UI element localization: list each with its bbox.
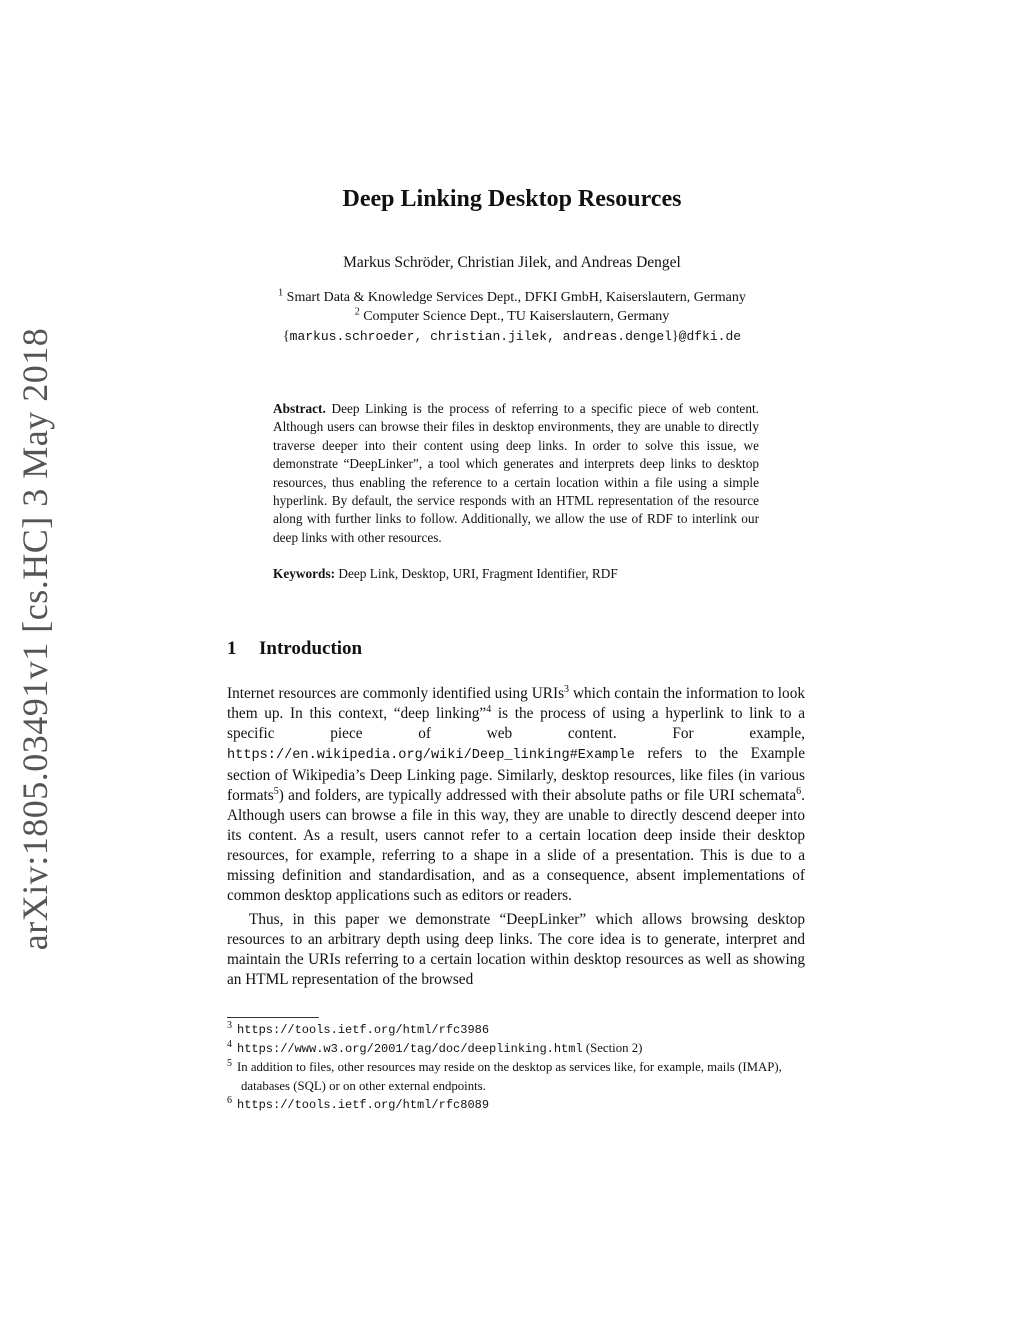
footnote: $^6$ https://tools.ietf.org/html/rfc8089 [227, 1094, 490, 1112]
affiliation-mark: 2 [354, 306, 360, 318]
affiliation-1 [0, 287, 1024, 306]
footnotes [227, 1020, 805, 1114]
footnote: $^5$ In addition to files, other resources may reside on the desktop as services like, for example, mails (IMAP), databases (SQL) or on other external endpoints. [227, 1057, 782, 1093]
text-run: refers to the Example section of Wikipedia’s Deep Linking page. Similarly, desktop resources, like files (in various formats [227, 745, 805, 804]
footnote-link[interactable]: https://tools.ietf.org/html/rfc3986 [237, 1023, 490, 1037]
affiliation-mark: 1 [278, 287, 284, 299]
paragraph [227, 910, 805, 990]
footnote-ref[interactable]: 5 [273, 785, 279, 797]
footnote-text: In addition to files, other resources may reside on the desktop as services like, for example, mails (IMAP), databases (SQL) or on other external endpoints. [237, 1060, 782, 1093]
email-brace-close: } [671, 329, 679, 344]
affiliation-text: Computer Science Dept., TU Kaiserslautern, Germany [363, 309, 670, 324]
footnote-ref[interactable]: 6 [796, 785, 802, 797]
footnote-link[interactable]: https://tools.ietf.org/html/rfc8089 [237, 1098, 490, 1112]
example-url-link[interactable]: https://en.wikipedia.org/wiki/Deep_linking#Example [227, 748, 635, 763]
authors: Markus Schröder, Christian Jilek, and Andreas Dengel [343, 254, 681, 271]
keywords [273, 565, 759, 583]
introduction-body [227, 684, 805, 990]
email-domain: @dfki.de [678, 329, 742, 344]
footnote: $^3$ https://tools.ietf.org/html/rfc3986 [227, 1019, 490, 1037]
footnote-text: (Section 2) [582, 1041, 643, 1055]
footnote-ref[interactable]: 3 [564, 683, 570, 695]
affiliation-text: Smart Data & Knowledge Services Dept., DFKI GmbH, Kaiserslautern, Germany [286, 290, 746, 305]
email-brace-open: { [282, 329, 290, 344]
text-run: Thus, in this paper we demonstrate “DeepLinker” which allows browsing desktop resources to an arbitrary depth using deep links. The core idea is to generate, interpret and maintain the URIs referring to a certain location within desktop resources as well as showing an HTML representation of the browsed [227, 911, 805, 988]
abstract-text: Deep Linking is the process of referring to a specific piece of web content. Although users can browse their files in desktop environments, they are unable to directly traverse deeper into their content using deep links. In order to solve this issue, we demonstrate “DeepLinker”, a tool which generates and interprets deep links to desktop resources, thus enabling the reference to a certain location within a file using a simple hyperlink. By default, the service responds with an HTML representation of the resource along with further links to follow. Additionally, we allow the use of RDF to interlink our deep links with other resources. [273, 401, 759, 545]
section-number: 1 [227, 638, 237, 659]
footnote-link[interactable]: https://www.w3.org/2001/tag/doc/deeplinking.html [237, 1042, 583, 1056]
footnote: $^4$ https://www.w3.org/2001/tag/doc/deeplinking.html (Section 2) [227, 1038, 643, 1056]
affiliation-2 [0, 306, 1024, 325]
text-run: . Although users can browse a file in this way, they are unable to directly descend deeper into its content. As a result, users cannot refer to a certain location deep inside their desktop resources, for example, referring to a shape in a slide of a presentation. This is due to a missing definition and standardisation, and as a consequence, absent implementations of common desktop applications such as editors or readers. [227, 787, 805, 904]
abstract [273, 400, 759, 584]
paper-title: Deep Linking Desktop Resources [342, 186, 682, 212]
footnote-divider [227, 1017, 319, 1018]
text-run: ) and folders, are typically addressed with their absolute paths or file URI schemata [278, 787, 797, 804]
text-run: Internet resources are commonly identified using URIs [227, 685, 565, 702]
paragraph [227, 684, 805, 906]
keywords-label: Keywords: [273, 566, 336, 582]
author-emails [0, 328, 1024, 345]
section-title: Introduction [259, 638, 363, 659]
abstract-body [273, 400, 759, 547]
arxiv-sidebar [10, 327, 60, 951]
text-run: is the process of using a hyperlink to link to a specific piece of web content. For example, [227, 705, 805, 742]
email-names: markus.schroeder, christian.jilek, andreas.dengel [289, 329, 672, 344]
text-run: which contain the information to look them up. In this context, “deep linking” [227, 685, 806, 722]
abstract-label: Abstract. [273, 401, 326, 416]
footnote-ref[interactable]: 4 [486, 703, 492, 715]
section-heading [227, 638, 362, 660]
keywords-text: Deep Link, Desktop, URI, Fragment Identifier, RDF [338, 566, 618, 582]
arxiv-identifier: arXiv:1805.03491v1 [cs.HC] 3 May 2018 [15, 327, 55, 951]
